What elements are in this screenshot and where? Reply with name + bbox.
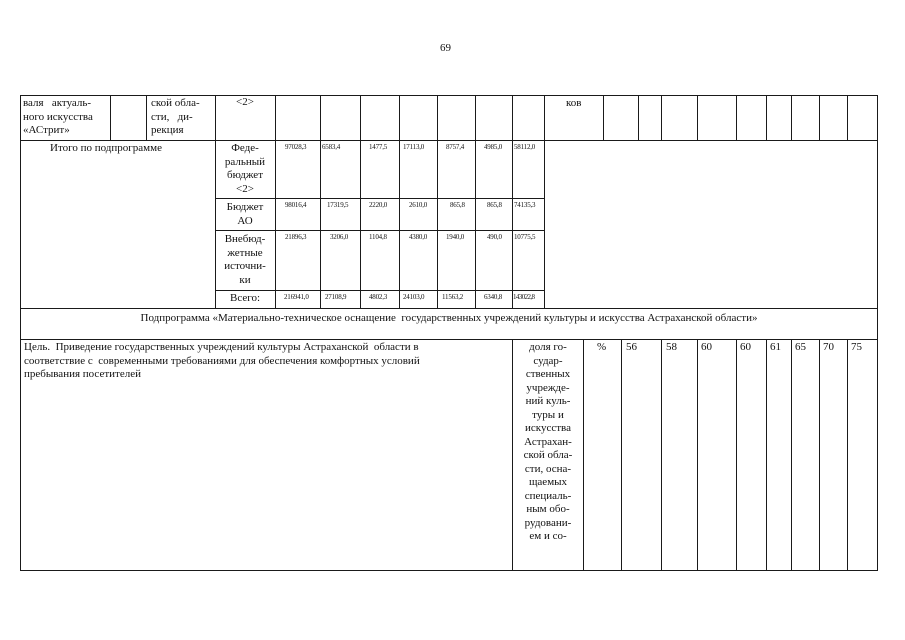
value-federal-y5: 4985,0 bbox=[484, 143, 503, 151]
value-regional-y2: 2220,0 bbox=[369, 201, 388, 209]
col-divider bbox=[819, 95, 820, 140]
col-divider bbox=[475, 95, 476, 308]
col-divider bbox=[661, 339, 662, 570]
row-divider bbox=[20, 308, 878, 309]
value-regional-total: 98016,4 bbox=[285, 201, 307, 209]
value-total-y1: 27108,9 bbox=[325, 293, 347, 301]
value-total-y5: 6340,8 bbox=[484, 293, 503, 301]
col-divider bbox=[697, 95, 698, 140]
goal-value-6: 65 bbox=[795, 341, 806, 353]
value-federal-y1: 6583,4 bbox=[322, 143, 341, 151]
value-regional-y1: 17319,5 bbox=[327, 201, 349, 209]
goal-value-2: 58 bbox=[666, 341, 677, 353]
cell-event-name: валя актуаль- ного искусства «АСтрит» bbox=[23, 97, 93, 136]
goal-unit: % bbox=[597, 341, 607, 353]
row-divider bbox=[20, 339, 878, 340]
col-divider bbox=[544, 95, 545, 308]
page-number: 69 bbox=[440, 42, 451, 54]
goal-value-7: 70 bbox=[823, 341, 834, 353]
value-regional-y6: 74135,3 bbox=[514, 201, 536, 209]
value-offbudget-y6: 10775,5 bbox=[514, 233, 536, 241]
col-divider bbox=[791, 339, 792, 570]
row-divider bbox=[215, 290, 544, 291]
value-offbudget-y4: 1940,0 bbox=[446, 233, 465, 241]
value-federal-total: 97028,3 bbox=[285, 143, 307, 151]
value-offbudget-y3: 4380,0 bbox=[409, 233, 428, 241]
col-divider bbox=[847, 339, 848, 570]
subprogram-title: Подпрограмма «Материально-техническое оснащение государственных учреждений культуры и искусства Астраханской области» bbox=[140, 312, 758, 324]
value-offbudget-total: 21896,3 bbox=[285, 233, 307, 241]
goal-text: Цель. Приведение государственных учреждений культуры Астраханской области в соответствие с современными требованиями для обеспечения комфортных условий пребывания посетителей bbox=[24, 341, 420, 380]
col-divider bbox=[819, 339, 820, 570]
value-regional-y3: 2610,0 bbox=[409, 201, 428, 209]
table-border-bottom bbox=[20, 570, 878, 571]
col-divider bbox=[512, 95, 513, 308]
cell-source-ref: <2> bbox=[236, 96, 254, 108]
source-offbudget: Внебюд- жетные источни- ки bbox=[224, 233, 266, 286]
col-divider bbox=[360, 95, 361, 308]
value-offbudget-y5: 490,0 bbox=[487, 233, 502, 241]
cell-executor: ской обла- сти, ди- рекция bbox=[151, 97, 200, 136]
table-border-right bbox=[877, 95, 878, 570]
source-total: Всего: bbox=[229, 292, 261, 304]
col-divider bbox=[697, 339, 698, 570]
table-border-top bbox=[20, 95, 878, 96]
value-total-y3: 24103,0 bbox=[403, 293, 425, 301]
col-divider bbox=[766, 339, 767, 570]
value-federal-y2: 1477,5 bbox=[369, 143, 388, 151]
goal-indicator: доля го- судар- ственных учрежде- ний куль- туры и искусства Астрахан- ской обла- сти, осна- щаемых специаль- ным обо- рудовани- ем и со- bbox=[523, 341, 573, 542]
col-divider bbox=[275, 95, 276, 308]
value-total-y6: 143022,8 bbox=[513, 293, 535, 301]
goal-value-3: 60 bbox=[701, 341, 712, 353]
value-offbudget-y1: 3206,0 bbox=[330, 233, 349, 241]
value-regional-y5: 865,8 bbox=[487, 201, 502, 209]
value-federal-y3: 17113,0 bbox=[403, 143, 425, 151]
value-total-y4: 11563,2 bbox=[442, 293, 464, 301]
row-divider bbox=[215, 198, 544, 199]
value-total-y2: 4802,3 bbox=[369, 293, 388, 301]
subtotal-label: Итого по подпрограмме bbox=[50, 142, 162, 154]
cell-indicator-unit: ков bbox=[566, 97, 582, 109]
col-divider bbox=[638, 95, 639, 140]
col-divider bbox=[399, 95, 400, 308]
value-federal-y4: 8757,4 bbox=[446, 143, 465, 151]
goal-value-4: 60 bbox=[740, 341, 751, 353]
col-divider bbox=[320, 95, 321, 308]
col-divider bbox=[847, 95, 848, 140]
row-divider bbox=[215, 230, 544, 231]
col-divider bbox=[736, 339, 737, 570]
col-divider bbox=[583, 339, 584, 570]
value-total-total: 216941,0 bbox=[284, 293, 309, 301]
col-divider bbox=[110, 95, 111, 140]
goal-value-5: 61 bbox=[770, 341, 781, 353]
col-divider bbox=[621, 339, 622, 570]
col-divider bbox=[736, 95, 737, 140]
table-border-left bbox=[20, 95, 21, 570]
col-divider bbox=[437, 95, 438, 308]
col-divider bbox=[766, 95, 767, 140]
value-federal-y6: 58112,0 bbox=[514, 143, 536, 151]
col-divider bbox=[661, 95, 662, 140]
row-divider bbox=[20, 140, 878, 141]
value-regional-y4: 865,8 bbox=[450, 201, 465, 209]
col-divider bbox=[603, 95, 604, 140]
col-divider bbox=[791, 95, 792, 140]
value-offbudget-y2: 1104,8 bbox=[369, 233, 387, 241]
source-federal: Феде- ральный бюджет <2> bbox=[224, 142, 266, 195]
goal-value-8: 75 bbox=[851, 341, 862, 353]
col-divider bbox=[146, 95, 147, 140]
source-regional: Бюджет АО bbox=[226, 201, 264, 227]
goal-value-1: 56 bbox=[626, 341, 637, 353]
